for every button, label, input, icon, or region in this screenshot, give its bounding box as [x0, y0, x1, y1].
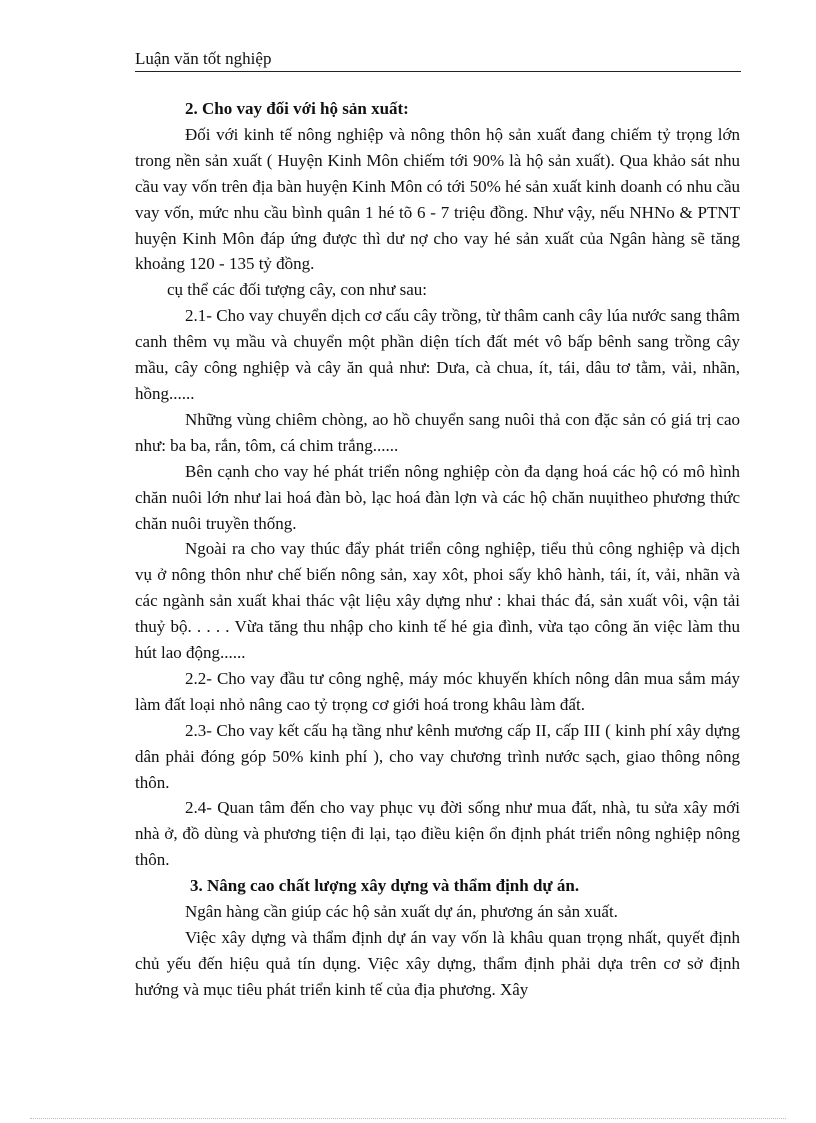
- page-bottom-divider: [30, 1118, 786, 1119]
- paragraph: 2.2- Cho vay đầu tư công nghệ, máy móc khuyến khích nông dân mua sắm máy làm đất loại nhỏ nâng cao tỷ trọng cơ giới hoá trong khâu làm đất.: [135, 668, 740, 714]
- paragraph: 2.4- Quan tâm đến cho vay phục vụ đời sống như mua đất, nhà, tu sửa xây mới nhà ở, đồ dùng và phương tiện đi lại, tạo điều kiện ổn định phát triển nông nghiệp nông thôn.: [135, 798, 740, 870]
- section-heading-2: 2. Cho vay đối với hộ sản xuất:: [185, 99, 409, 118]
- paragraph: Việc xây dựng và thẩm định dự án vay vốn là khâu quan trọng nhất, quyết định chủ yếu đến hiệu quả tín dụng. Việc xây dựng, thẩm định phải dựa trên cơ sở định hướng và mục tiêu phát triển kinh tế của địa phương. Xây: [135, 928, 740, 999]
- paragraph: 2.1- Cho vay chuyển dịch cơ cấu cây trồng, từ thâm canh cây lúa nước sang thâm canh thêm vụ mầu và chuyển một phần diện tích đất mét vô bấp bênh sang trồng cây mầu, cây công nghiệp và cây ăn quả như: Dưa, cà chua, ít, tái, dâu tơ tằm, vải, nhãn, hồng......: [135, 306, 740, 403]
- paragraph: Những vùng chiêm chòng, ao hồ chuyển sang nuôi thả con đặc sản có giá trị cao như: ba ba, rắn, tôm, cá chim trắng......: [135, 409, 740, 455]
- paragraph: Bên cạnh cho vay hé phát triển nông nghiệp còn đa dạng hoá các hộ có mô hình chăn nuôi lớn như lai hoá đàn bò, lạc hoá đàn lợn và các hộ chăn nuụitheo phương thức chăn nuôi truyền thống.: [135, 461, 740, 533]
- running-header: Luận văn tốt nghiệp: [135, 49, 741, 72]
- paragraph: 2.3- Cho vay kết cấu hạ tầng như kênh mương cấp II, cấp III ( kinh phí xây dựng dân phải đóng góp 50% kinh phí ), cho vay chương trình nước sạch, giao thông nông thôn.: [135, 720, 740, 792]
- page-body: [135, 96, 740, 1003]
- paragraph: Ngoài ra cho vay thúc đẩy phát triển công nghiệp, tiểu thủ công nghiệp và dịch vụ ở nông thôn như chế biến nông sản, xay xôt, phoi sấy khô hành, tái, ít, vải, nhãn và các ngành sản xuất khai thác vật liệu xây dựng như : khai thác đá, sản xuất vôi, vận tải thuỷ bộ. . . . . Vừa tăng thu nhập cho kinh tế hé gia đình, vừa tạo công ăn việc làm thu hút lao động......: [135, 539, 740, 663]
- paragraph: cụ thể các đối tượng cây, con như sau:: [167, 280, 427, 300]
- paragraph: Ngân hàng cần giúp các hộ sản xuất dự án, phương án sản xuất.: [185, 902, 618, 922]
- section-heading-3: 3. Nâng cao chất lượng xây dựng và thẩm định dự án.: [190, 876, 580, 896]
- paragraph: Đối với kinh tế nông nghiệp và nông thôn hộ sản xuất đang chiếm tỷ trọng lớn trong nền sản xuất ( Huyện Kinh Môn chiếm tới 90% là hộ sản xuất). Qua khảo sát nhu cầu vay vốn trên địa bàn huyện Kinh Môn có tới 50% hé sản xuất kinh doanh có nhu cầu vay vốn, mức nhu cầu bình quân 1 hé tõ 6 - 7 triệu đồng. Như vậy, nếu NHNo & PTNT huyện Kinh Môn đáp ứng được thì dư nợ cho vay hé sản xuất của Ngân hàng sẽ tăng khoảng 120 - 135 tỷ đồng.: [135, 124, 740, 274]
